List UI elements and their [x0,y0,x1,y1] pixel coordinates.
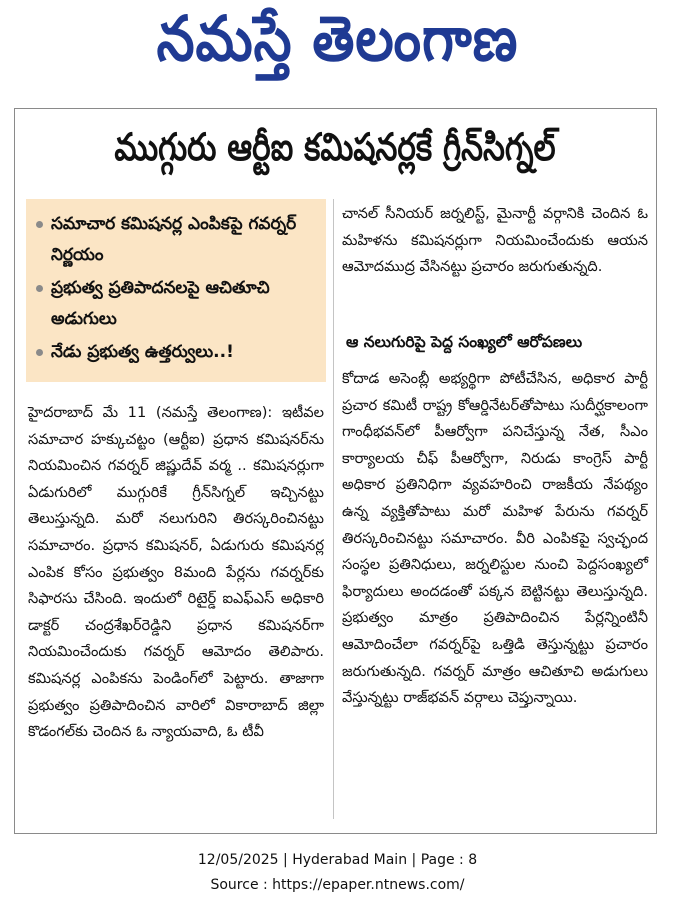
bullet-icon [36,221,43,228]
article-headline [14,116,657,188]
highlight-text: నేడు ప్రభుత్వ ఉత్తర్వులు..! [51,342,234,362]
body-column-left [28,400,324,746]
bullet-icon [36,285,43,292]
body-paragraph: కోదాడ అసెంబ్లీ అభ్యర్థిగా పోటీచేసిన, అధికార పార్టీ ప్రచార కమిటీ రాష్ట్ర కోఆర్డినేటర్‌తోపాటు సుదీర్ఘకాలంగా గాంధీభవన్‌లో పీఆర్వోగా పనిచేస్తున్న నేత, సీఎం కార్యాలయ చీఫ్ పీఆర్వోగా, నిరుడు కాంగ్రెస్ పార్టీ అధికార ప్రతినిధిగా వ్యవహరించి రాజకీయ నేపథ్యం ఉన్న వ్యక్తితోపాటు మరో మహిళ పేరును గవర్నర్ తిరస్కరించినట్టు సమాచారం. వీరి ఎంపికపై స్వచ్ఛంద సంస్థల ప్రతినిధులు, జర్నలిస్టుల నుంచి పెద్దసంఖ్యలో ఫిర్యాదులు అందడంతో పక్కన బెట్టినట్టు తెలుస్తున్నది. ప్రభుత్వం మాత్రం ప్రతిపాదించిన పేర్లన్నింటినీ ఆమోదించేలా గవర్నర్‌పై ఒత్తిడి తెస్తున్నట్టు ప్రచారం జరుగుతున్నది. గవర్నర్ మాత్రం ఆచితూచి అడుగులు వేస్తున్నట్టు రాజ్‌భవన్ వర్గాలు చెప్తున్నాయి. [342,370,648,707]
masthead-title: నమస్తే తెలంగాణ [156,1,519,75]
headline-text: ముగ్గురు ఆర్టీఐ కమిషనర్లకే గ్రీన్‌సిగ్నల్ [114,125,557,169]
body-column-right-bottom [342,366,648,712]
page-footer [0,848,675,898]
highlight-item [36,209,318,271]
highlights-box [26,199,326,382]
highlight-text: సమాచార కమిషనర్ల ఎంపికపై గవర్నర్ నిర్ణయం [51,214,297,265]
article-subhead: ఆ నలుగురిపై పెద్ద సంఖ్యలో ఆరోపణలు [346,333,583,351]
footer-source: Source : https://epaper.ntnews.com/ [210,877,465,893]
highlight-text: ప్రభుత్వ ప్రతిపాదనలపై ఆచితూచి అడుగులు [51,278,270,329]
highlight-item [36,337,318,368]
footer-edition-info: 12/05/2025 | Hyderabad Main | Page : 8 [197,852,478,868]
body-paragraph: చానల్ సీనియర్ జర్నలిస్ట్, మైనార్టీ వర్గానికి చెందిన ఓ మహిళను కమిషనర్లుగా నియమించేందుకు ఆయన ఆమోదముద్ర వేసినట్టు ప్రచారం జరుగుతున్నది. [342,205,648,276]
body-paragraph: హైదరాబాద్ మే 11 (నమస్తే తెలంగాణ): ఇటీవల సమాచార హక్కుచట్టం (ఆర్టీఐ) ప్రధాన కమిషనర్‌ను నియమించిన గవర్నర్ జిష్ణుదేవ్ వర్మ .. కమిషనర్లుగా ఏడుగురిలో ముగ్గురికే గ్రీన్‌సిగ్నల్ ఇచ్చినట్టు తెలుస్తున్నది. మరో నలుగురిని తిరస్కరించినట్టు సమాచారం. ప్రధాన కమిషనర్, ఏడుగురు కమిషనర్ల ఎంపిక కోసం ప్రభుత్వం 8మంది పేర్లను గవర్నర్‌కు సిఫారసు చేసింది. ఇందులో రిటైర్డ్ ఐఎఫ్‌ఎస్ అధికారి డాక్టర్ చంద్రశేఖర్‌రెడ్డిని ప్రధాన కమిషనర్‌గా నియమించేందుకు గవర్నర్ ఆమోదం తెలిపారు. కమిషనర్ల ఎంపికను పెండింగ్‌లో పెట్టారు. తాజాగా ప్రభుత్వం ప్రతిపాదించిన వారిలో వికారాబాద్ జిల్లా కొడంగల్‌కు చెందిన ఓ న్యాయవాది, ఓ టీవీ [28,404,324,741]
column-divider [333,199,334,819]
highlight-item [36,273,318,335]
body-column-right-top [342,201,648,281]
masthead [0,1,675,86]
bullet-icon [36,349,43,356]
